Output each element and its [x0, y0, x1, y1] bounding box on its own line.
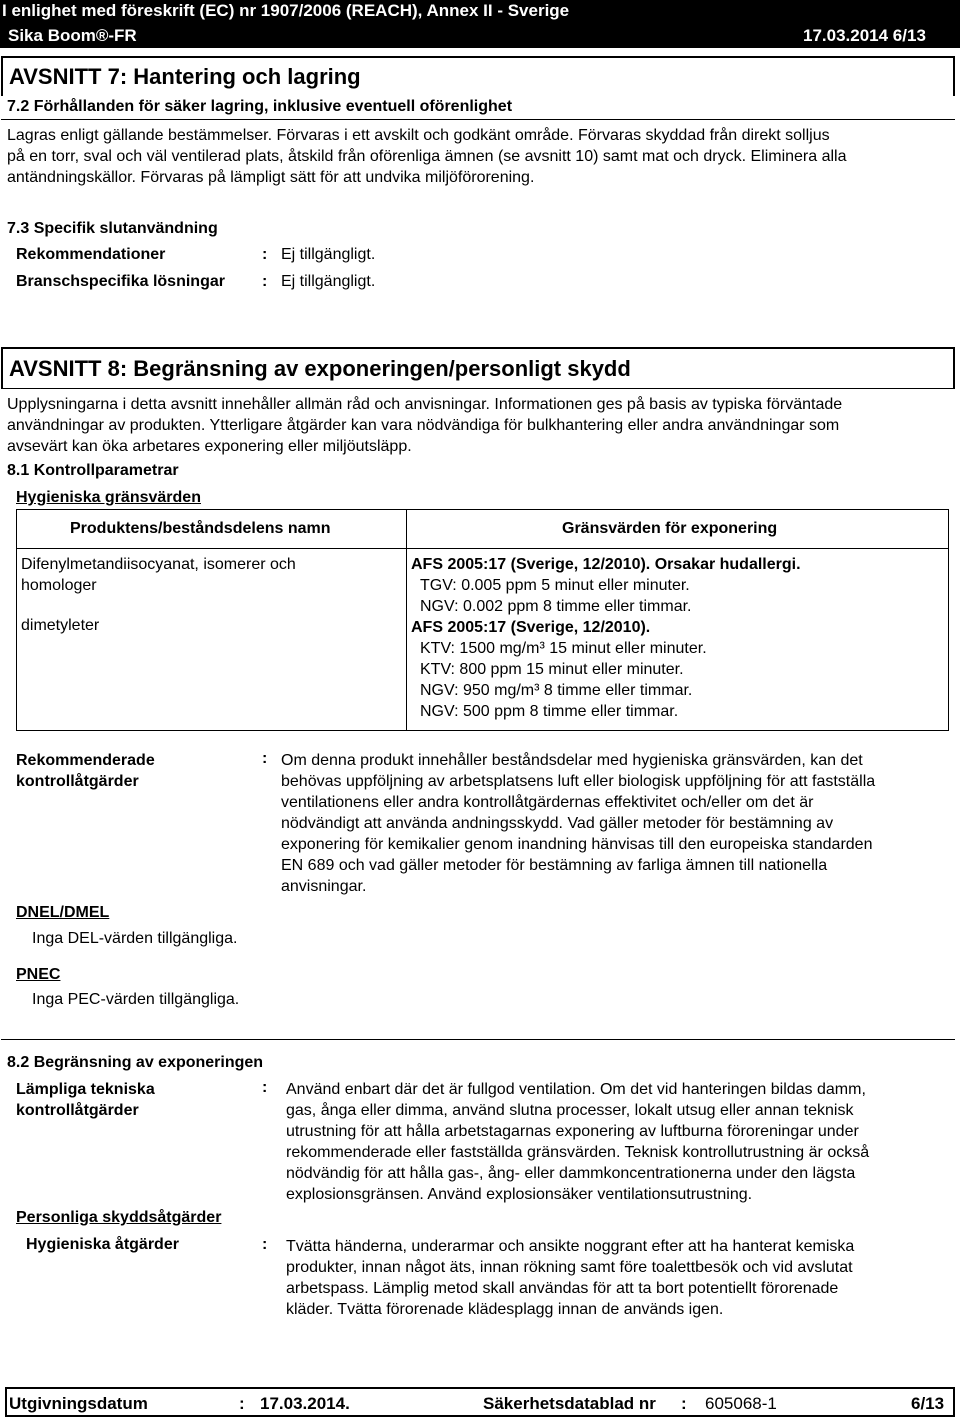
pnec-text: Inga PEC-värden tillgängliga. [32, 991, 240, 1008]
text-line: Lämpliga tekniska [16, 1081, 155, 1098]
text-line: kontrollåtgärder [16, 1102, 139, 1119]
regulation-title: I enlighet med föreskrift (EC) nr 1907/2006 (REACH), Annex II - Sverige [2, 1, 570, 20]
table-border [16, 509, 949, 510]
table-border [948, 509, 949, 730]
branch-value: Ej tillgängligt. [281, 273, 376, 290]
table-border [16, 548, 949, 549]
text-line: gas, ånga eller dimma, använd slutna processer, lokalt utsug eller annan teknisk [286, 1102, 854, 1119]
divider [1, 119, 955, 120]
footer-date-value: 17.03.2014. [260, 1394, 350, 1413]
text-line: på en torr, sval och väl ventilerad plats, åtskild från oförenliga ämnen (se avsnitt 10) samt mat och dryck. Eliminera alla [7, 148, 847, 165]
hygiene-limits-heading: Hygieniska gränsvärden [16, 489, 201, 506]
divider [1, 1039, 955, 1040]
text-line: ventilationens eller andra kontrollåtgärdernas effektivitet och/eller om det är [281, 794, 814, 811]
limit-line: TGV: 0.005 ppm 5 minut eller minuter. [420, 577, 690, 594]
pnec-heading: PNEC [16, 966, 61, 983]
text-line: antändningskällor. Förvaras på lämpligt sätt för att undvika miljöförorening. [7, 169, 535, 186]
colon: : [681, 1394, 687, 1413]
document-footer [5, 1387, 955, 1417]
text-line: nödvändig för att hålla gas-, ång- eller dammkoncentrationerna under den lägsta [286, 1165, 856, 1182]
section8-title: AVSNITT 8: Begränsning av exponeringen/personligt skydd [9, 356, 631, 381]
text-line: homologer [21, 577, 97, 594]
text-line: anvisningar. [281, 878, 367, 895]
text-line: Lagras enligt gällande bestämmelser. Förvaras i ett avskilt och godkänt område. Förvaras skyddad från direkt solljus [7, 127, 830, 144]
colon: : [262, 750, 268, 767]
rec-value: Ej tillgängligt. [281, 246, 376, 263]
date-page: 17.03.2014 6/13 [803, 26, 926, 45]
text-line: användningar av produkten. Ytterligare åtgärder kan vara nödvändiga för bulkhantering eller andra användningar som [7, 417, 840, 434]
table-border [406, 509, 407, 730]
text-line: Tvätta händerna, underarmar och ansikte noggrant efter att ha hanterat kemiska [286, 1238, 855, 1255]
limit-line: KTV: 1500 mg/m³ 15 minut eller minuter. [420, 640, 707, 657]
text-line: kontrollåtgärder [16, 773, 139, 790]
text-line: rekommenderade eller fastställda gränsvärden. Teknisk kontrollutrustning är också [286, 1144, 870, 1161]
colon: : [239, 1394, 245, 1413]
column-header-limits: Gränsvärden för exponering [562, 520, 778, 537]
limit-title: AFS 2005:17 (Sverige, 12/2010). Orsakar hudallergi. [411, 556, 801, 573]
colon: : [262, 246, 268, 263]
rek-text [281, 750, 875, 897]
section8-title-box [1, 347, 955, 388]
table-row-name [21, 615, 99, 636]
footer-page: 6/13 [911, 1394, 945, 1413]
section8-intro [7, 394, 952, 457]
limit-line: NGV: 0.002 ppm 8 timme eller timmar. [420, 598, 692, 615]
text-line: utrustning för att hålla arbetstagarnas exponering av luftburna föroreningar under [286, 1123, 859, 1140]
text-line: explosionsgränsen. Använd explosionsäker ventilationsutrustning. [286, 1186, 753, 1203]
table-row-limits [411, 554, 801, 722]
section7-title-box [1, 56, 955, 96]
dnel-text: Inga DEL-värden tillgängliga. [32, 930, 238, 947]
text-line: arbetspass. Lämplig metod skall användas för att ta bort potentiellt förorenade [286, 1280, 839, 1297]
rec-label: Rekommendationer [16, 246, 166, 263]
text-line: Rekommenderade [16, 752, 155, 769]
section7-title: AVSNITT 7: Hantering och lagring [9, 64, 361, 89]
branch-label: Branschspecifika lösningar [16, 273, 225, 290]
limit-line: NGV: 950 mg/m³ 8 timme eller timmar. [420, 682, 693, 699]
text-line: Använd enbart där det är fullgod ventilation. Om det vid hanteringen bildas damm, [286, 1081, 866, 1098]
table-row-name [21, 554, 296, 596]
limit-line: KTV: 800 ppm 15 minut eller minuter. [420, 661, 684, 678]
dnel-heading: DNEL/DMEL [16, 904, 110, 921]
colon: : [262, 273, 268, 290]
limit-title: AFS 2005:17 (Sverige, 12/2010). [411, 619, 651, 636]
storage-paragraph [7, 125, 952, 188]
limit-line: NGV: 500 ppm 8 timme eller timmar. [420, 703, 679, 720]
table-border [16, 730, 949, 731]
personal-protection-heading: Personliga skyddsåtgärder [16, 1209, 222, 1226]
tek-label [16, 1079, 155, 1121]
footer-sheet-value: 605068-1 [705, 1394, 777, 1413]
text-line: behövas uppföljning av arbetsplatsens luft eller biologisk uppföljning för att fastställa [281, 773, 876, 790]
footer-sheet-label: Säkerhetsdatablad nr [483, 1394, 656, 1413]
text-line: Upplysningarna i detta avsnitt innehåller allmän råd och anvisningar. Informationen ges på basis av typiska förväntade [7, 396, 843, 413]
subsection-7-2: 7.2 Förhållanden för säker lagring, inklusive eventuell oförenlighet [7, 98, 513, 115]
colon: : [262, 1236, 268, 1253]
table-border [16, 509, 17, 730]
text-line: avsevärt kan öka arbetares exponering eller miljöutsläpp. [7, 438, 412, 455]
text-line: Om denna produkt innehåller beståndsdelar med hygieniska gränsvärden, kan det [281, 752, 863, 769]
hygiene-measures-label: Hygieniska åtgärder [26, 1236, 179, 1253]
text-line: exponering för kemikalier genom inandning hänvisas till den europeiska standarden [281, 836, 873, 853]
divider [1, 388, 955, 389]
rek-label [16, 750, 155, 792]
tek-text [286, 1079, 869, 1205]
text-line: Difenylmetandiisocyanat, isomerer och [21, 556, 296, 573]
text-line: nödvändigt att använda andningsskydd. Vad gäller metoder för bestämning av [281, 815, 834, 832]
document-header [0, 0, 960, 48]
column-header-name: Produktens/beståndsdelens namn [70, 520, 331, 537]
subsection-8-2: 8.2 Begränsning av exponeringen [7, 1054, 264, 1071]
subsection-7-3: 7.3 Specifik slutanvändning [7, 220, 218, 237]
colon: : [262, 1079, 268, 1096]
text-line: produkter, innan något äts, innan rökning samt före toalettbesök och vid avslutat [286, 1259, 853, 1276]
text-line: EN 689 och vad gäller metoder för bestämning av farliga ämnen till nationella [281, 857, 828, 874]
footer-date-label: Utgivningsdatum [9, 1394, 148, 1413]
product-name: Sika Boom®-FR [8, 26, 137, 45]
subsection-8-1: 8.1 Kontrollparametrar [7, 462, 179, 479]
text-line: dimetyleter [21, 617, 100, 634]
hygiene-measures-text [286, 1236, 854, 1320]
text-line: kläder. Tvätta förorenade klädesplagg innan de används igen. [286, 1301, 724, 1318]
